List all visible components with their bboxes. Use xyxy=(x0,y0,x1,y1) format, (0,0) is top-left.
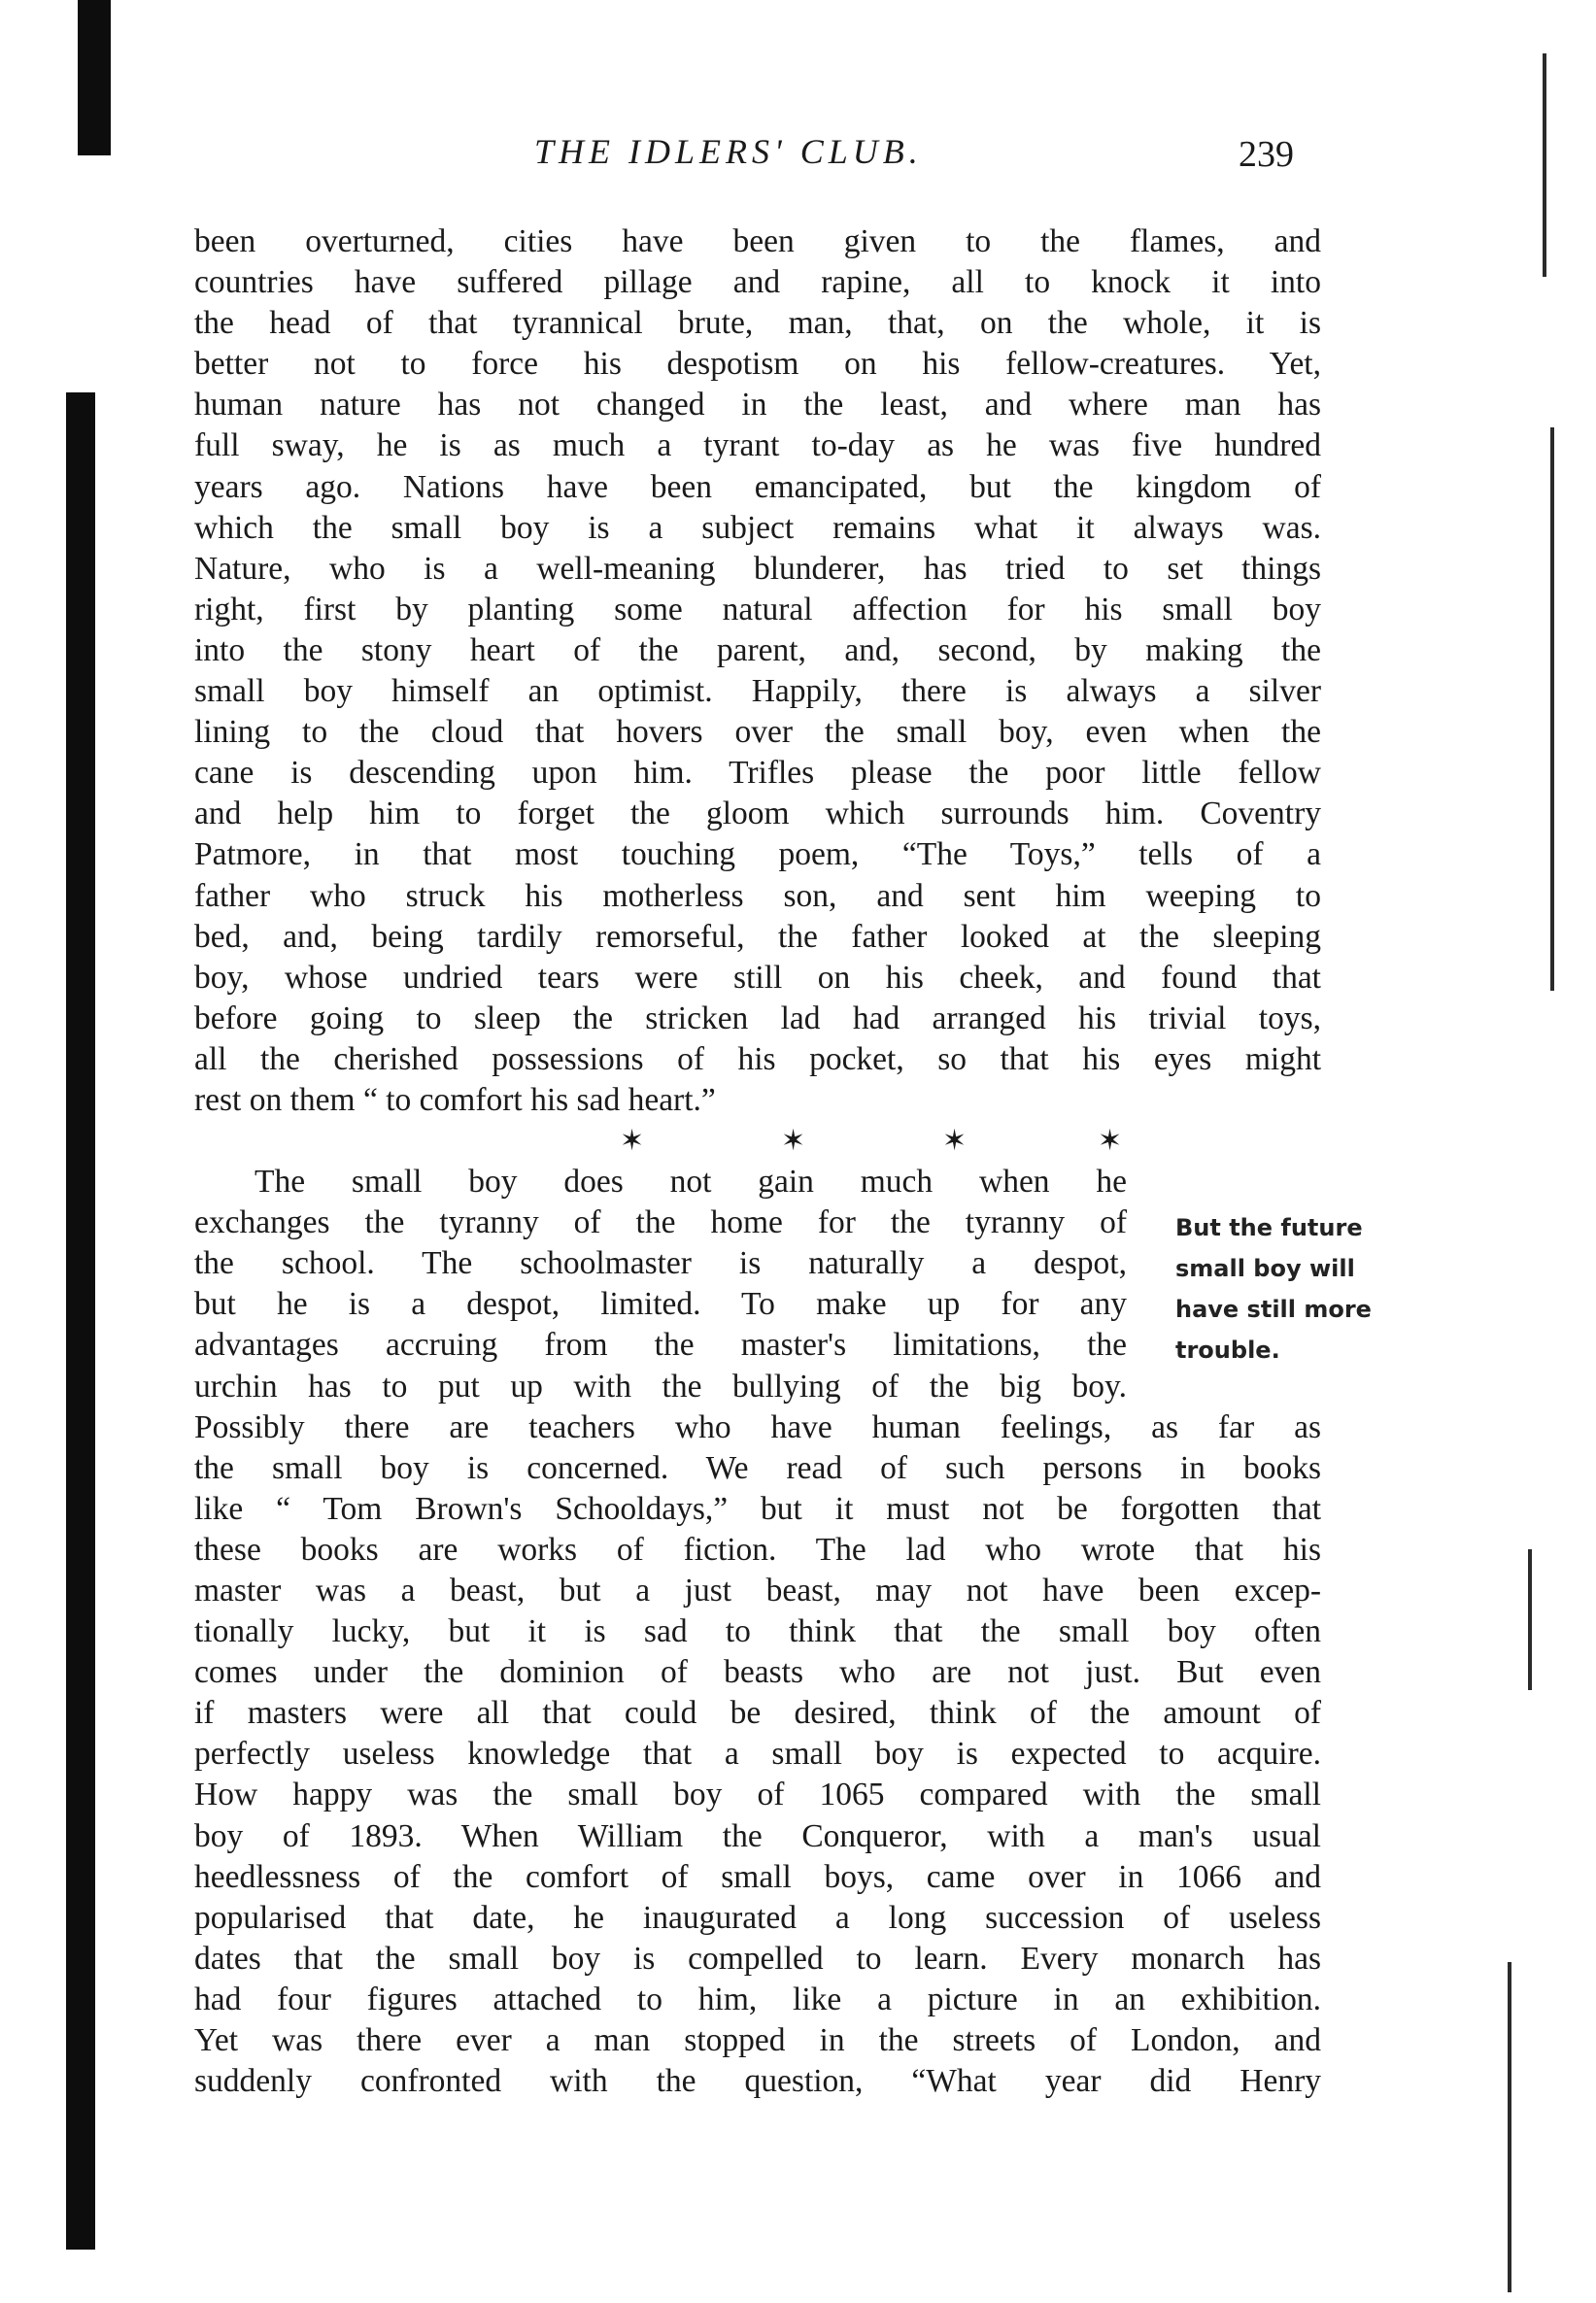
text-line: which the small boy is a subject remains what it always was. xyxy=(194,509,1321,546)
text-line: bed, and, being tardily remorseful, the father looked at the sleeping xyxy=(194,918,1321,955)
asterisk-icon: ✶ xyxy=(781,1124,806,1159)
text-line: human nature has not changed in the least, and where man has xyxy=(194,387,1321,423)
text-line: perfectly useless knowledge that a small boy is expected to acquire. xyxy=(194,1736,1321,1773)
text-line: and help him to forget the gloom which surrounds him. Coventry xyxy=(194,796,1321,832)
edge-mark xyxy=(1543,53,1546,277)
asterisk-icon: ✶ xyxy=(942,1124,968,1159)
text-line: boy of 1893. When William the Conqueror, with a man's usual xyxy=(194,1817,1321,1854)
edge-mark xyxy=(1508,1962,1511,2292)
running-title: THE IDLERS' CLUB. xyxy=(534,132,923,171)
asterisk-icon: ✶ xyxy=(620,1124,645,1159)
margin-note-line: small boy will xyxy=(1175,1255,1355,1282)
text-line: rest on them “ to comfort his sad heart.” xyxy=(194,1081,716,1118)
text-line: Nature, who is a well-meaning blunderer, has tried to set things xyxy=(194,550,1321,587)
text-line: suddenly confronted with the question, “What year did Henry xyxy=(194,2063,1321,2100)
text-line: How happy was the small boy of 1065 compared with the small xyxy=(194,1777,1321,1813)
text-line: all the cherished possessions of his pocket, so that his eyes might xyxy=(194,1040,1321,1077)
text-line: comes under the dominion of beasts who are not just. But even xyxy=(194,1654,1321,1691)
text-line: years ago. Nations have been emancipated, but the kingdom of xyxy=(194,468,1321,505)
text-line: The small boy does not gain much when he xyxy=(255,1164,1127,1201)
text-line: before going to sleep the stricken lad had arranged his trivial toys, xyxy=(194,999,1321,1036)
paragraph xyxy=(194,221,1321,1121)
asterisk-icon: ✶ xyxy=(1098,1124,1123,1159)
text-line: urchin has to put up with the bullying of the big boy. xyxy=(194,1368,1127,1405)
text-line: better not to force his despotism on his fellow-creatures. Yet, xyxy=(194,346,1321,383)
text-line: into the stony heart of the parent, and, second, by making the xyxy=(194,631,1321,668)
text-line: heedlessness of the comfort of small boys, came over in 1066 and xyxy=(194,1858,1321,1895)
margin-note-line: trouble. xyxy=(1175,1337,1280,1364)
text-line: countries have suffered pillage and rapine, all to knock it into xyxy=(194,264,1321,301)
edge-mark xyxy=(1528,1549,1532,1690)
page-number: 239 xyxy=(1239,134,1294,175)
text-line: these books are works of fiction. The lad who wrote that his xyxy=(194,1531,1321,1568)
binding-shadow xyxy=(66,392,95,2250)
text-line: small boy himself an optimist. Happily, there is always a silver xyxy=(194,673,1321,710)
text-line: like “ Tom Brown's Schooldays,” but it must not be forgotten that xyxy=(194,1490,1321,1527)
text-line: dates that the small boy is compelled to learn. Every monarch has xyxy=(194,1940,1321,1977)
text-line: the school. The schoolmaster is naturally a despot, xyxy=(194,1245,1127,1282)
paragraph xyxy=(194,1162,1321,2102)
text-line: Possibly there are teachers who have human feelings, as far as xyxy=(194,1408,1321,1445)
text-line: lining to the cloud that hovers over the small boy, even when the xyxy=(194,714,1321,751)
text-line: cane is descending upon him. Trifles please the poor little fellow xyxy=(194,755,1321,792)
text-line: Patmore, in that most touching poem, “The Toys,” tells of a xyxy=(194,836,1321,873)
text-line: advantages accruing from the master's limitations, the xyxy=(194,1327,1127,1364)
margin-note xyxy=(1175,1207,1447,1371)
text-line: right, first by planting some natural affection for his small boy xyxy=(194,591,1321,627)
text-line: if masters were all that could be desired, think of the amount of xyxy=(194,1695,1321,1732)
text-line: the head of that tyrannical brute, man, that, on the whole, it is xyxy=(194,305,1321,342)
page-header xyxy=(194,131,1321,180)
text-line: been overturned, cities have been given to the flames, and xyxy=(194,223,1321,259)
text-line: father who struck his motherless son, and sent him weeping to xyxy=(194,877,1321,914)
text-line: master was a beast, but a just beast, may not have been excep- xyxy=(194,1573,1321,1609)
text-line: the small boy is concerned. We read of such persons in books xyxy=(194,1449,1321,1486)
text-line: Yet was there ever a man stopped in the streets of London, and xyxy=(194,2022,1321,2059)
article-body xyxy=(194,221,1321,2102)
edge-mark xyxy=(1550,427,1554,991)
margin-note-line: have still more xyxy=(1175,1296,1372,1323)
text-line: but he is a despot, limited. To make up for any xyxy=(194,1286,1127,1323)
margin-note-line: But the future xyxy=(1175,1214,1363,1241)
binding-shadow-top xyxy=(78,0,111,155)
text-line: popularised that date, he inaugurated a long succession of useless xyxy=(194,1899,1321,1936)
text-line: full sway, he is as much a tyrant to-day as he was five hundred xyxy=(194,427,1321,464)
text-line: had four figures attached to him, like a picture in an exhibition. xyxy=(194,1981,1321,2017)
text-line: boy, whose undried tears were still on his cheek, and found that xyxy=(194,959,1321,996)
text-line: tionally lucky, but it is sad to think that the small boy often xyxy=(194,1613,1321,1650)
section-break xyxy=(194,1121,1321,1162)
text-line: exchanges the tyranny of the home for the tyranny of xyxy=(194,1204,1127,1241)
